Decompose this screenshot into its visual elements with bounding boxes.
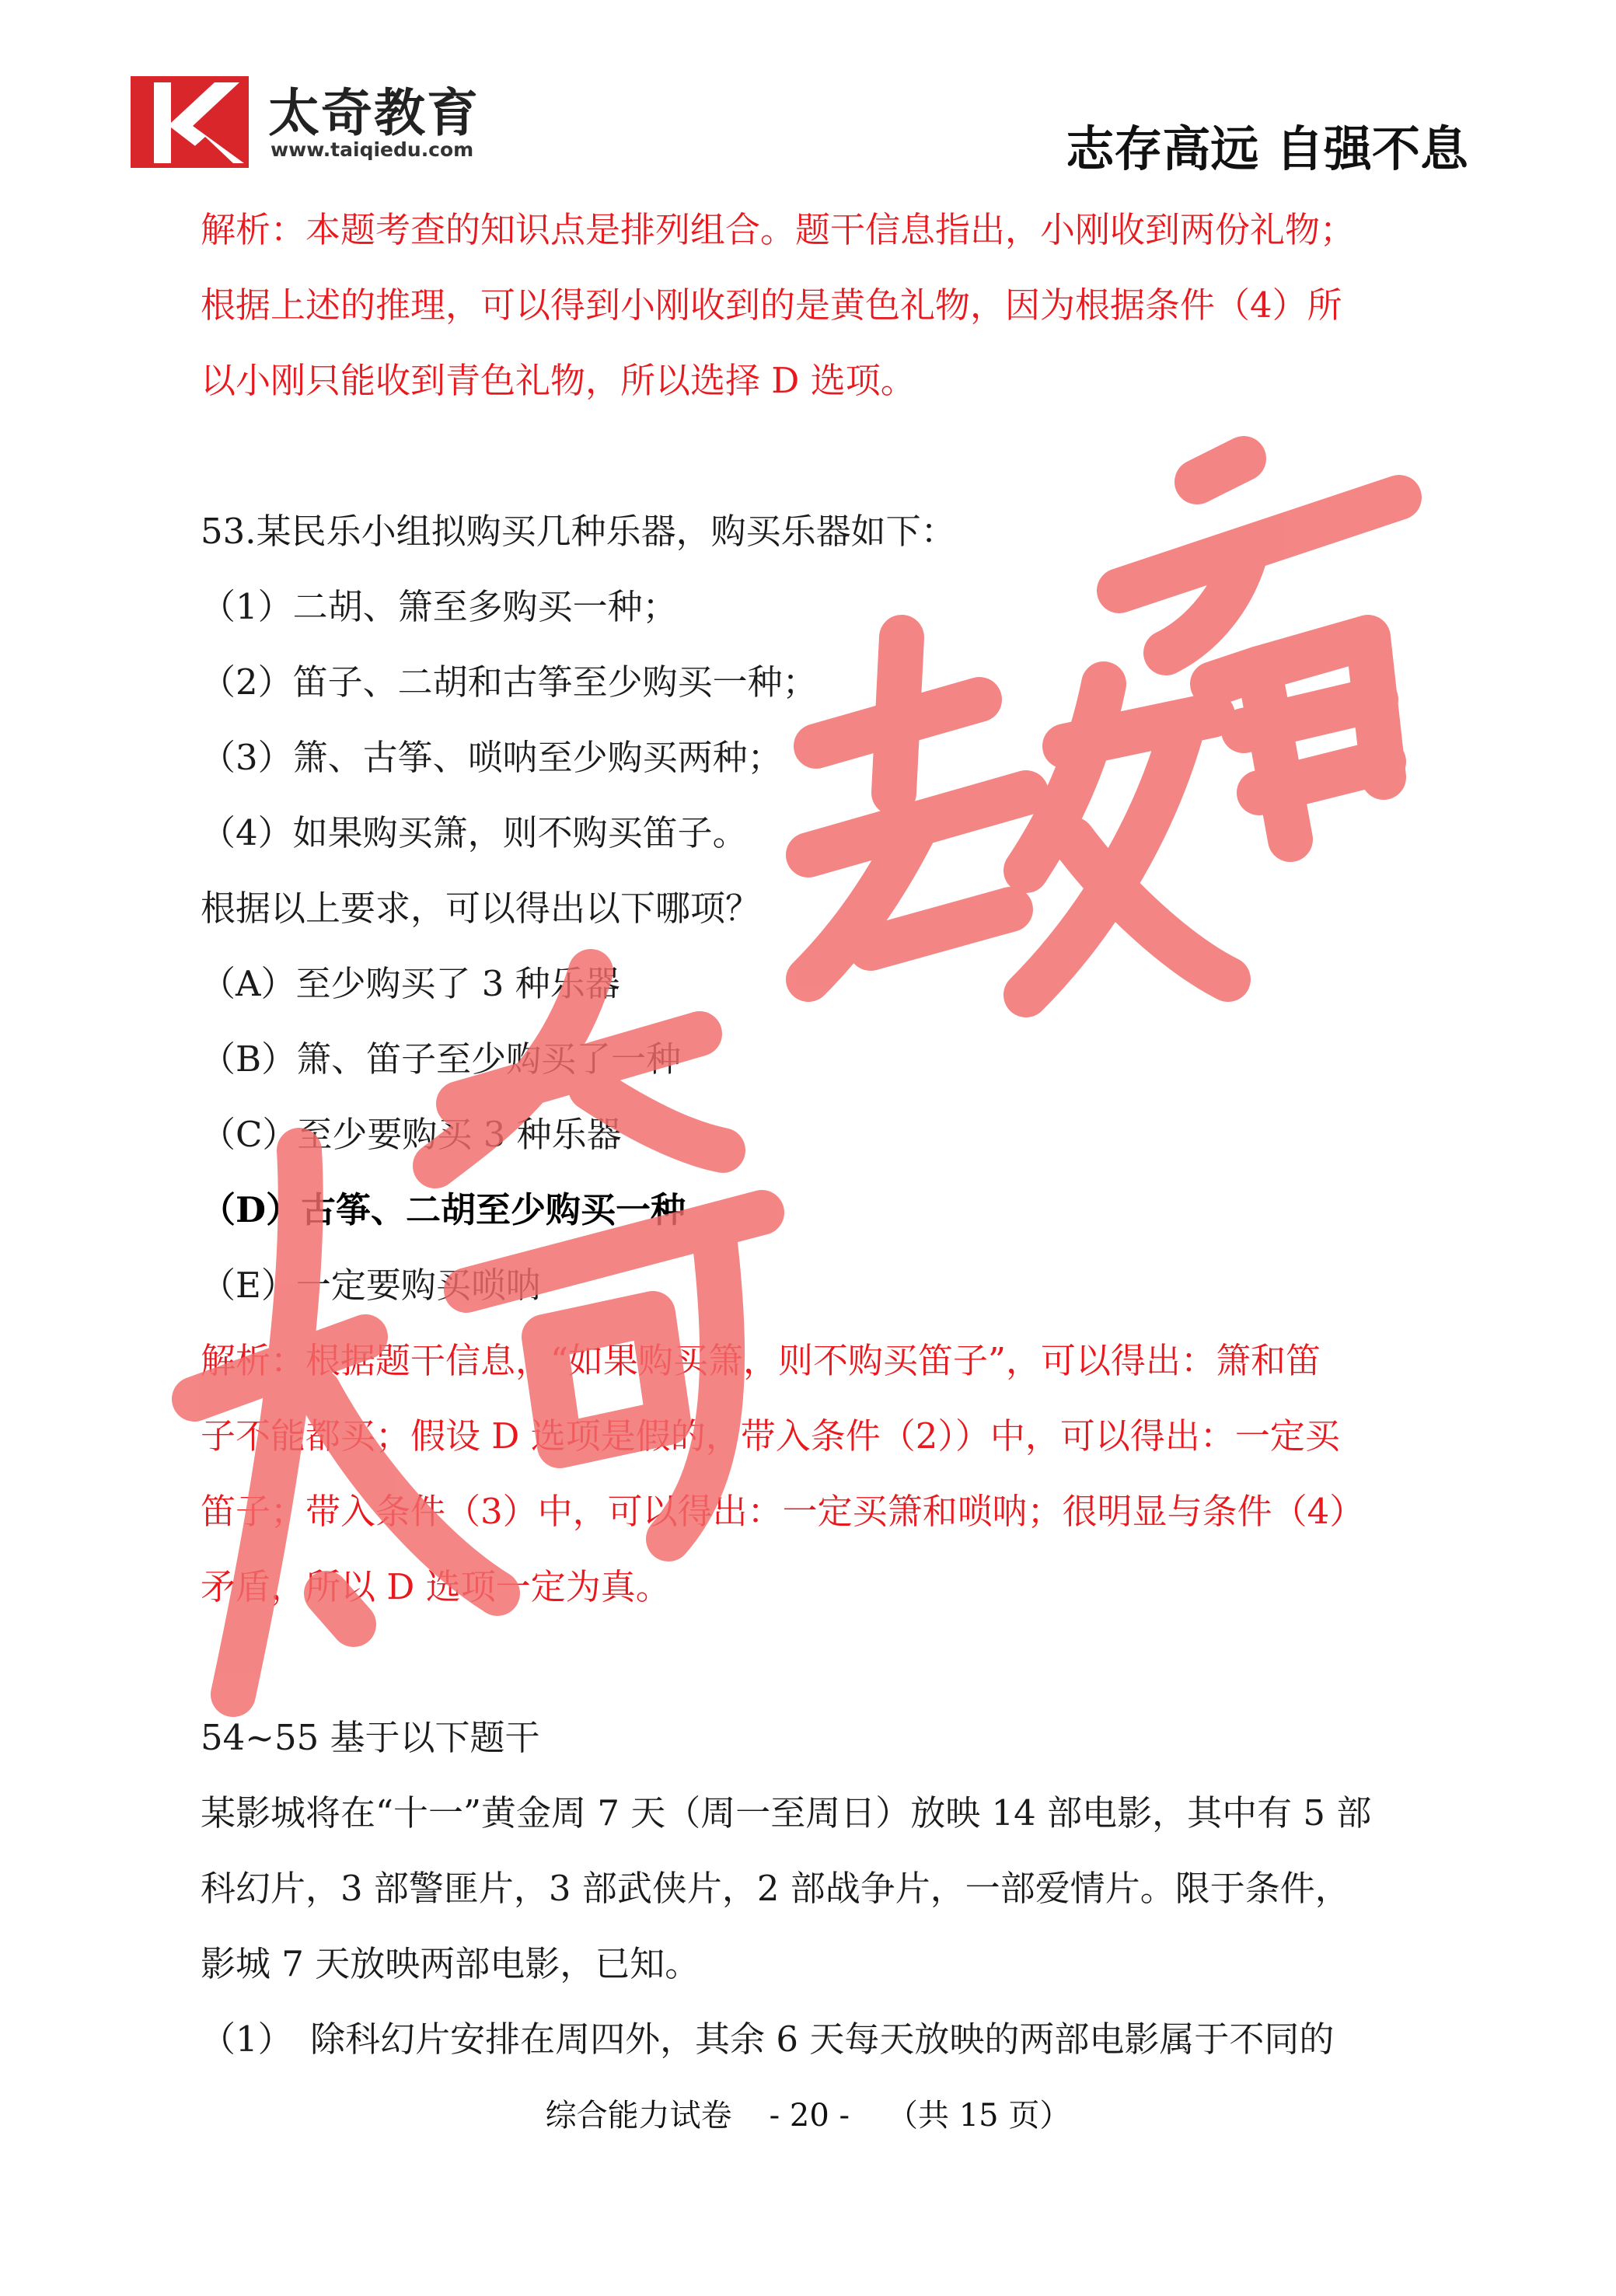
option-b: （B）箫、笛子至少购买了一种	[201, 1038, 682, 1080]
paragraph-line: 科幻片，3 部警匪片，3 部武侠片，2 部战争片，一部爱情片。限于条件，	[201, 1868, 1350, 1909]
condition-line: （4）如果购买箫，则不购买笛子。	[201, 812, 748, 853]
logo-url: www.taiqiedu.com	[270, 138, 474, 161]
header-slogan: 志存高远 自强不息	[1066, 120, 1468, 177]
logo-icon	[131, 76, 249, 168]
document-body	[201, 193, 1460, 2078]
analysis-line: 解析：根据题干信息，“如果购买箫，则不购买笛子”，可以得出：箫和笛	[201, 1340, 1321, 1381]
condition-line: （1）二胡、箫至多购买一种；	[201, 586, 678, 627]
analysis-line: 根据上述的推理，可以得到小刚收到的是黄色礼物，因为根据条件（4）所	[201, 284, 1342, 326]
option-d-answer: （D）古筝、二胡至少购买一种	[201, 1189, 686, 1230]
page-footer	[0, 2091, 1616, 2135]
analysis-line: 解析：本题考查的知识点是排列组合。题干信息指出，小刚收到两份礼物；	[201, 209, 1356, 250]
option-c: （C）至少要购买 3 种乐器	[201, 1114, 622, 1155]
blank-line	[201, 1625, 1460, 1701]
paragraph-line: 影城 7 天放映两部电影，已知。	[201, 1943, 700, 1984]
question-stem: 53.某民乐小组拟购买几种乐器，购买乐器如下：	[201, 511, 956, 552]
condition-line: （1） 除科幻片安排在周四外，其余 6 天每天放映的两部电影属于不同的	[201, 2019, 1335, 2060]
analysis-line: 子不能都买；假设 D 选项是假的，带入条件（2））中，可以得出：一定买	[201, 1415, 1340, 1457]
option-e: （E）一定要购买唢呐	[201, 1265, 541, 1306]
analysis-line: 矛盾，所以 D 选项一定为真。	[201, 1566, 671, 1607]
condition-line: （3）箫、古筝、唢呐至少购买两种；	[201, 737, 783, 778]
footer-total-pages: （共 15 页）	[887, 2098, 1071, 2134]
logo-name: 太奇教育	[268, 83, 480, 143]
footer-exam-name: 综合能力试卷	[545, 2098, 732, 2134]
footer-page-number: - 20 -	[769, 2098, 850, 2134]
question-prompt: 根据以上要求，可以得出以下哪项？	[201, 888, 761, 929]
section-heading: 54~55 基于以下题干	[201, 1717, 540, 1758]
condition-line: （2）笛子、二胡和古筝至少购买一种；	[201, 661, 818, 703]
analysis-line: 以小刚只能收到青色礼物，所以选择 D 选项。	[201, 360, 916, 401]
option-a: （A）至少购买了 3 种乐器	[201, 963, 620, 1004]
analysis-line: 笛子；带入条件（3）中，可以得出：一定买箫和唢呐；很明显与条件（4）	[201, 1491, 1365, 1532]
blank-line	[201, 419, 1460, 494]
paragraph-line: 某影城将在“十一”黄金周 7 天（周一至周日）放映 14 部电影，其中有 5 部	[201, 1792, 1372, 1834]
